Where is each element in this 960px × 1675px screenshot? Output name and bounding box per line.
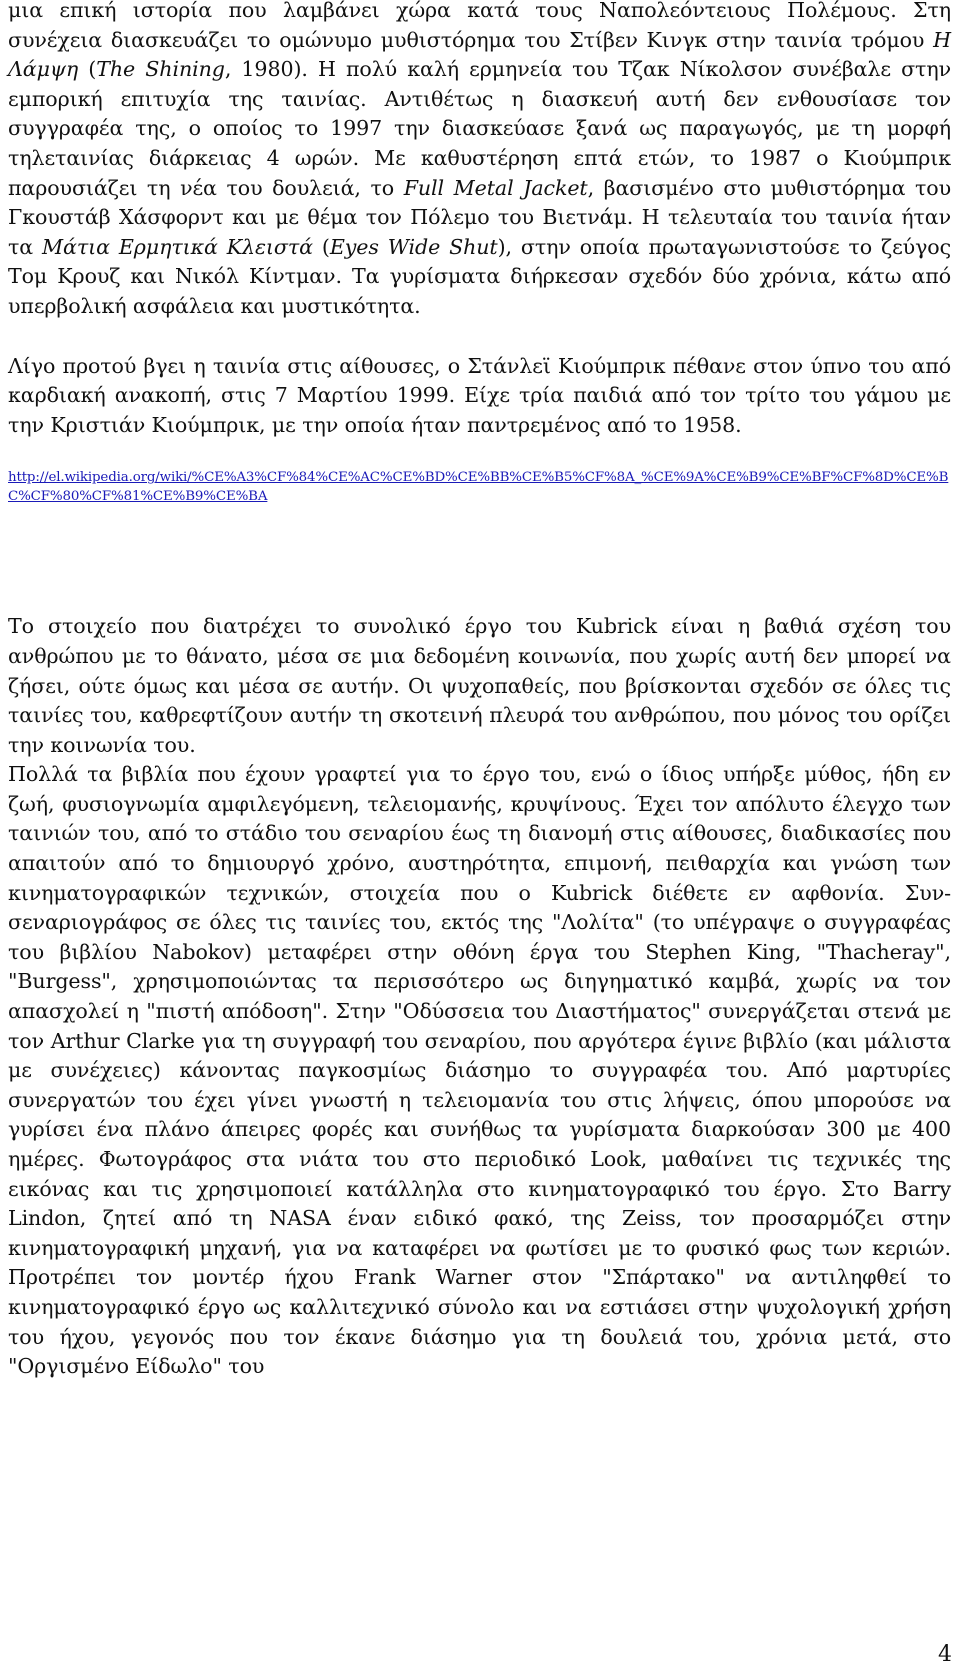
document-page [8, 0, 951, 1382]
text-run: , 1980). Η πολύ καλή ερμηνεία του Τζακ Νίκολσον συνέβαλε στην εμπορική επιτυχία της ταινίας. Αντιθέτως η διασκευή αυτή δεν ενθουσίασε τον συγγραφέα της, ο οποίος το 1997 την διασκεύασε ξανά ως παραγωγός, με τη μορφή τηλεταινίας διάρκειας 4 ωρών. Με καθυστέρηση επτά ετών, το 1987 ο Κιούμπρικ παρουσιάζει τη νέα του δουλειά, το [8, 57, 952, 200]
paragraph-books: Πολλά τα βιβλία που έχουν γραφτεί για το έργο του, ενώ ο ίδιος υπήρξε μύθος, ήδη εν ζωή, φυσιογνωμία αμφιλεγόμενη, τελειομανής, κρυψίνους. Έχει τον απόλυτο έλεγχο των ταινιών του, από το στάδιο του σεναρίου έως τη διανομή στις αίθουσες, διαδικασίες που απαιτούν από το δημιουργό χρόνο, αυστηρότητα, επιμονή, πειθαρχία και γνώση των κινηματογραφικών τεχνικών, στοιχεία που ο Kubrick διέθετε εν αφθονία. Συν-σεναριογράφος σε όλες τις ταινίες του, εκτός της "Λολίτα" (το υπέγραψε ο συγγραφέας του βιβλίου Nabokov) μεταφέρει στην οθόνη έργα του Stephen King, "Thacheray", "Burgess", χρησιμοποιώντας τα περισσότερο ως διηγηματικό καμβά, χωρίς να τον απασχολεί η "πιστή απόδοση". Στην "Οδύσσεια του Διαστήματος" συνεργάζεται στενά με τον Arthur Clarke για τη συγγραφή του σεναρίου, που αργότερα έγινε βιβλίο (και μάλιστα με συνέχειες) κάνοντας παγκοσμίως διάσημο το συγγραφέα του. Από μαρτυρίες συνεργατών του έχει γίνει γνωστή η τελειομανία του στις λήψεις, όπου μπορούσε να γυρίσει ένα πλάνο άπειρες φορές και συνήθως τα γυρίσματα διαρκούσαν 300 με 400 ημέρες. Φωτογράφος στα νιάτα του στο περιοδικό Look, μαθαίνει τις τεχνικές της εικόνας και τις χρησιμοποιεί κατάλληλα στο κινηματογραφικό του έργο. Στο Barry Lindon, ζητεί από τη NASA έναν ειδικό φακό, της Zeiss, τον προσαρμόζει στην κινηματογραφική μηχανή, για να καταφέρει να φωτίσει με το φυσικό φως των κεριών. Προτρέπει τον μοντέρ ήχου Frank Warner στον "Σπάρτακο" να αντιληφθεί το κινηματογραφικό έργο ως καλλιτεχνικό σύνολο και να εστιάσει στην ψυχολογική χρήση του ήχου, γεγονός που τον έκανε διάσημο για τη δουλειά του, χρόνια μετά, στο "Οργισμένο Είδωλο" του [8, 762, 951, 1379]
text-run: ), στην οποία πρωταγωνιστούσε το ζεύγος Τομ Κρουζ και Νικόλ Κίντμαν. Τα γυρίσματα διήρκεσαν σχεδόν δύο χρόνια, κάτω από υπερβολική ασφάλεια και μυστικότητα. [8, 234, 952, 318]
paragraph-theme: Το στοιχείο που διατρέχει το συνολικό έργο του Kubrick είναι η βαθιά σχέση του ανθρώπου με το θάνατο, μέσα σε μια δεδομένη κοινωνία, που χωρίς αυτή δεν μπορεί να ζήσει, ούτε όμως και μέσα σε αυτήν. Οι ψυχοπαθείς, που βρίσκονται σχεδόν σε όλες τις ταινίες του, καθρεφτίζουν αυτήν τη σκοτεινή πλευρά του ανθρώπου, που μόνος του ορίζει την κοινωνία του. [8, 614, 951, 757]
text-run: ( [78, 57, 97, 82]
film-title-the-shining: The Shining [96, 57, 225, 82]
source-link-block [8, 468, 951, 506]
page-number: 4 [938, 1642, 952, 1667]
wikipedia-source-link[interactable]: http://el.wikipedia.org/wiki/%CE%A3%CF%84%CE%AC%CE%BD%CE%BB%CE%B5%CF%8A_%CE%9A%CE%B9%CE%BF%CF%8D%CE%BC%CF%80%CF%81%CE%B9%CE%BA [8, 470, 949, 505]
film-title-eyes-wide-shut: Eyes Wide Shut [329, 234, 498, 259]
film-title-the-shining-greek: Η Λάμψη [8, 27, 951, 82]
paragraph-filmography [8, 0, 951, 322]
paragraph-death: Λίγο προτού βγει η ταινία στις αίθουσες, ο Στάνλεϊ Κιούμπρικ πέθανε στον ύπνο του από καρδιακή ανακοπή, στις 7 Μαρτίου 1999. Είχε τρία παιδιά από τον τρίτο του γάμου με την Κριστιάν Κιούμπρικ, με την οποία ήταν παντρεμένος από το 1958. [8, 353, 951, 437]
film-title-eyes-wide-shut-greek: Μάτια Ερμητικά Κλειστά [42, 234, 313, 259]
text-run: , βασισμένο στο μυθιστόρημα του Γκουστάβ Χάσφορντ και με θέμα τον Πόλεμο του Βιετνάμ. Η τελευταία του ταινία ήταν τα [8, 175, 951, 259]
film-title-full-metal-jacket: Full Metal Jacket [403, 175, 588, 200]
text-run: ( [312, 234, 330, 259]
text-run: μια επική ιστορία που λαμβάνει χώρα κατά τους Ναπολεόντειους Πολέμους. Στη συνέχεια διασκευάζει το ομώνυμο μυθιστόρημα του Στίβεν Κινγκ στην ταινία τρόμου [8, 0, 951, 52]
